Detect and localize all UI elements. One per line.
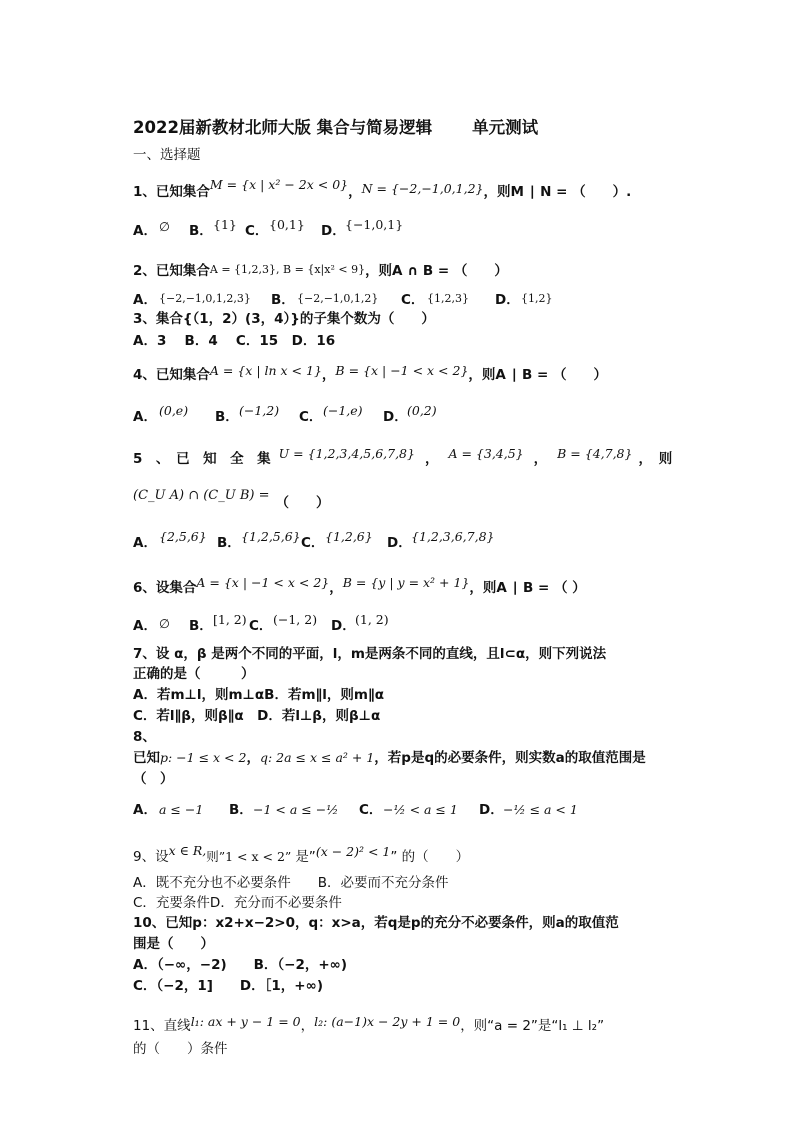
title-suffix: 单元测试 [472,118,539,137]
q1-set-n: N = {−2,−1,0,1,2} [361,181,484,196]
question-7-line-1: 7、设 α，β 是两个不同的平面，l，m是两条不同的直线，且l⊂α，则下列说法 [133,646,607,662]
section-heading: 一、选择题 [133,147,201,163]
question-3-options: A．3 B．4 C．15 D．16 [133,333,336,349]
question-6-options: A． ∅ B．[1, 2) C．(−1, 2) D．(1, 2) [133,612,389,634]
q1-set-m: M = {x | x² − 2x < 0} [209,177,349,192]
q5-set-a: A = {3,4,5} [448,446,524,461]
question-11: 11、直线l₁: ax + y − 1 = 0，l₂: (a−1)x − 2y + 1 = 0，则“a = 2”是“l₁ ⊥ l₂” [133,1014,605,1034]
question-8-paren: （ ） [133,771,174,787]
q9-inequality: (x − 2)² < 1 [315,844,391,859]
q5-set-b: B = {4,7,8} [557,446,633,461]
question-9-options-2: C．充要条件D．充分而不必要条件 [133,895,342,911]
question-5-options: A． {2,5,6} B．{1,2,5,6}C．{1,2,6} D．{1,2,3,6,7,8} [133,529,495,551]
q9-x-in-r: x ∈ R, [168,843,207,858]
q4-set-b: B = {x | −1 < x < 2} [335,363,469,378]
question-9: 9、设x ∈ R,则”1 < x < 2” 是”(x − 2)² < 1” 的（ ） [133,843,470,865]
question-4: 4、已知集合A = {x | ln x < 1}，B = {x | −1 < x < 2}，则A ∣ B = （ ） [133,363,608,383]
question-10-line-2: 围是（ ） [133,936,214,952]
q4-set-a: A = {x | ln x < 1} [209,363,322,378]
q5-set-u: U = {1,2,3,4,5,6,7,8} [278,446,415,461]
q11-line-l2: l₂: (a−1)x − 2y + 1 = 0 [314,1014,461,1029]
q2-sets: A = {1,2,3}, B = {x|x² < 9} [209,263,366,276]
question-7-line-2: 正确的是（ ） [133,666,255,682]
question-10-line-4: C．（−2，1] D．［1，+∞) [133,978,324,994]
question-1: 1、已知集合M = {x | x² − 2x < 0}，N = {−2,−1,0,1,2}，则M ∣ N = （ ）. [133,177,632,200]
question-5: 5 、 已 知 全 集 U = {1,2,3,4,5,6,7,8} ， A = {3,4,5} ， B = {4,7,8} ， 则 [133,446,673,467]
question-10-line-1: 10、已知p：x2+x−2>0，q：x>a，若q是p的充分不必要条件，则a的取值范 [133,915,619,931]
page-title: 2022届新教材北师大版 集合与简易逻辑 单元测试 [133,118,539,137]
question-5-expr: (C_U A) ∩ (C_U B) = （ ） [133,488,330,511]
question-8-options: A． a ≤ −1 B．−1 < a ≤ −½ C．−½ < a ≤ 1 D．−½ ≤ a < 1 [133,802,578,818]
q8-q: q: 2a ≤ x ≤ a² + 1 [259,750,375,765]
question-10-line-3: A．（−∞，−2) B．（−2，+∞) [133,957,348,973]
question-2-options: A． {−2,−1,0,1,2,3} B． {−2,−1,0,1,2} C． {1,2,3} D．{1,2} [133,292,553,308]
q11-line-l1: l₁: ax + y − 1 = 0 [190,1014,301,1029]
question-11-line-2: 的（ ）条件 [133,1041,228,1057]
question-6: 6、设集合A = {x | −1 < x < 2}，B = {y | y = x² + 1}，则A ∣ B = （ ） [133,575,586,596]
q5-complement-expr: (C_U A) ∩ (C_U B) = [133,488,270,503]
question-9-options-1: A．既不充分也不必要条件 B．必要而不充分条件 [133,875,449,891]
q8-p: p: −1 ≤ x < 2 [160,750,247,765]
question-3: 3、集合{（1，2）(3，4）}的子集个数为（ ） [133,311,435,327]
question-7-line-3: A．若m⊥l，则m⊥αB．若m∥l，则m∥α [133,687,384,703]
question-7-line-4: C．若l∥β，则β∥α D．若l⊥β，则β⊥α [133,708,381,724]
q6-set-b: B = {y | y = x² + 1} [342,575,470,590]
question-8: 已知p: −1 ≤ x < 2，q: 2a ≤ x ≤ a² + 1，若p是q的必要条件，则实数a的取值范围是 [133,750,646,766]
question-2: 2、已知集合A = {1,2,3}, B = {x|x² < 9}，则A ∩ B = （ ） [133,263,508,279]
question-4-options: A． (0,e) B．(−1,2) C．(−1,e) D．(0,2) [133,403,437,425]
question-1-options: A． ∅ B．{1} C．{0,1} D．{−1,0,1} [133,217,404,239]
question-8-number: 8、 [133,729,156,745]
q6-set-a: A = {x | −1 < x < 2} [196,575,330,590]
